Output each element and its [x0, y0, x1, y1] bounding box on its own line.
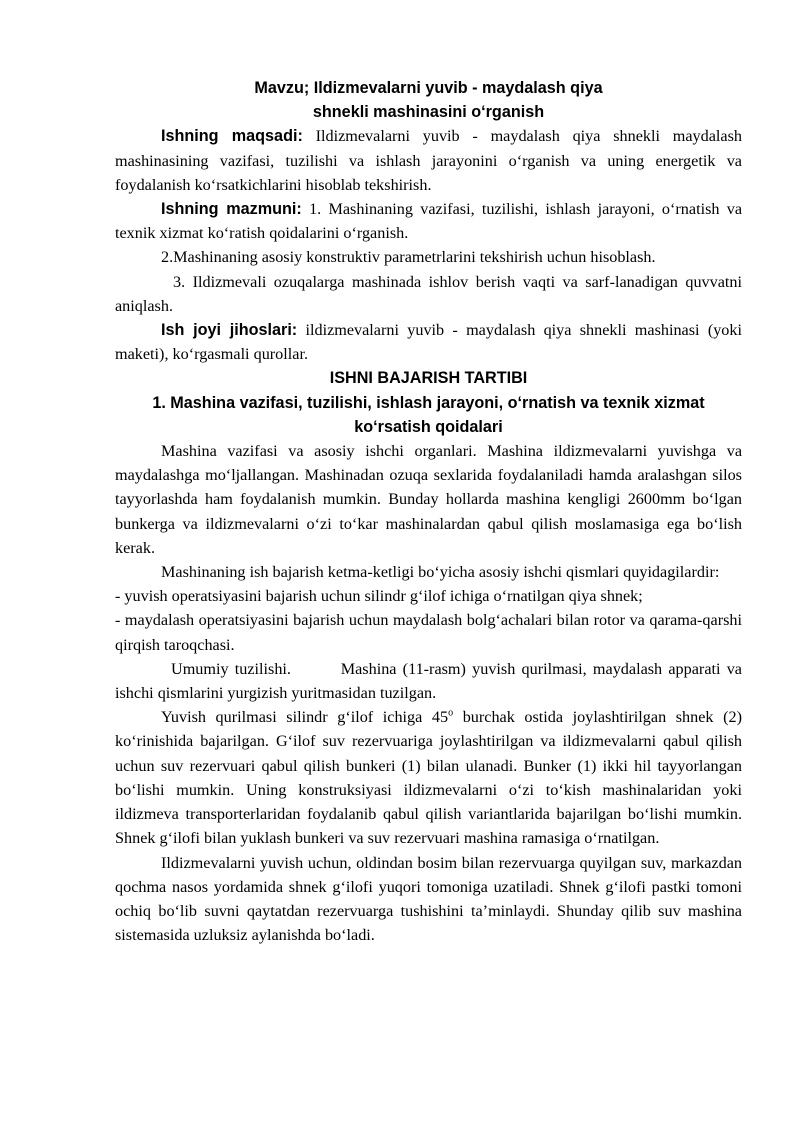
parts-intro-paragraph: Mashinaning ish bajarish ketma-ketligi bo‘yicha asosiy ishchi qismlari quyidagilardir:: [161, 563, 720, 582]
content-item-1: 1. Mashinaning vazifasi, tuzilishi, ishlash jarayoni, o‘rnatish va texnik xizmat ko‘ratish qoidalarini o‘rganish.: [115, 200, 743, 243]
document-subtitle: shnekli mashinasini o‘rganish: [312, 103, 545, 122]
procedure-heading: ISHNI BAJARISH TARTIBI: [329, 369, 528, 388]
washer-text-start: Yuvish qurilmasi silindr g‘ilof ichiga 45: [161, 708, 449, 727]
goal-label: Ishning maqsadi:: [161, 127, 303, 146]
document-body: [115, 76, 747, 947]
washer-text-rest: burchak ostida joylashtirilgan shnek (2) ko‘rinishida bajarilgan. G‘ilof suv rezervuariga joylashtirilgan va ildizmevalarni qabul qilish uchun suv rezervuari qabul qilish bunkeri (1) bilan ulanadi. Bunker (1) ikki hil tayyorlangan bo‘lishi mumkin. Uning konstruksiyasi ildizmevalarni o‘zi to‘kish mashinalaridan yoki ildizmeva transporterlaridan foydalanib qabul qilish variantlarida bajarilgan bo‘lishi mumkin. Shnek g‘ilofi bilan yuklash bunkeri va suv rezervuari mashina ramasiga o‘rnatilgan.: [115, 708, 742, 848]
washing-paragraph: Ildizmevalarni yuvish uchun, oldindan bosim bilan rezervuarga quyilgan suv, markazdan qochma nasos yordamida shnek g‘ilofi yuqori tomoniga uzatiladi. Shnek g‘ilofi pastki tomoni ochiq bo‘lib suvni qaytatdan rezervuarga tushishini ta’minlaydi. Shunday qilib suv mashina sistemasida uzluksiz aylanishda bo‘ladi.: [115, 853, 742, 945]
content-paragraph: [115, 197, 742, 245]
general-structure-paragraph: Umumiy tuzilishi. Mashina (11-rasm) yuvish qurilmasi, maydalash apparati va ishchi qismlarini yurgizish yuritmasidan tuzilgan.: [115, 659, 747, 703]
list-item: - yuvish operatsiyasini bajarish uchun silindr g‘ilof ichiga o‘rnatilgan qiya shnek;: [115, 587, 643, 606]
degree-superscript: o: [448, 707, 454, 719]
content-item-3: 3. Ildizmevali ozuqalarga mashinada ishlov berish vaqti va sarf-lanadigan quvvatni aniqlash.: [115, 272, 742, 315]
document-title: Mavzu; Ildizmevalarni yuvib - maydalash qiya: [254, 79, 603, 97]
washer-paragraph: [115, 705, 742, 850]
equipment-text: ildizmevalarni yuvib - maydalash qiya shnekli mashinasi (yoki maketi), ko‘rgasmali qurollar.: [115, 321, 742, 364]
list-item: - maydalash operatsiyasini bajarish uchun maydalash bolg‘achalari bilan rotor va qarama-qarshi qirqish taroqchasi.: [115, 611, 742, 654]
equipment-paragraph: [115, 318, 742, 366]
section-1-heading: 1. Mashina vazifasi, tuzilishi, ishlash jarayoni, o‘rnatish va texnik xizmat: [152, 393, 705, 412]
content-item-2: 2.Mashinaning asosiy konstruktiv parametrlarini tekshirish uchun hisoblash.: [161, 248, 656, 267]
goal-text: Ildizmevalarni yuvib - maydalash qiya shnekli maydalash mashinasining vazifasi, tuzilishi va ishlash jarayonini o‘rganish va uning energetik va foydalanish ko‘rsatkichlarini hisoblab tekshirish.: [115, 127, 742, 194]
content-label: Ishning mazmuni:: [161, 200, 302, 219]
purpose-paragraph: Mashina vazifasi va asosiy ishchi organlari. Mashina ildizmevalarni yuvishga va maydalashga mo‘ljallangan. Mashinadan ozuqa sexlarida foydalaniladi hamda aralashgan silos tayyorlashda ham foydalanish mumkin. Bunday hollarda mashina kengligi 2600mm bo‘lgan bunkerga va ildizmevalarni o‘zi to‘kar mashinalardan qabul qilish moslamasiga ega bo‘lish kerak.: [115, 442, 742, 557]
section-1-heading-cont: ko‘rsatish qoidalari: [354, 417, 503, 436]
equipment-label: Ish joyi jihoslari:: [161, 321, 298, 340]
goal-paragraph: [115, 124, 742, 197]
